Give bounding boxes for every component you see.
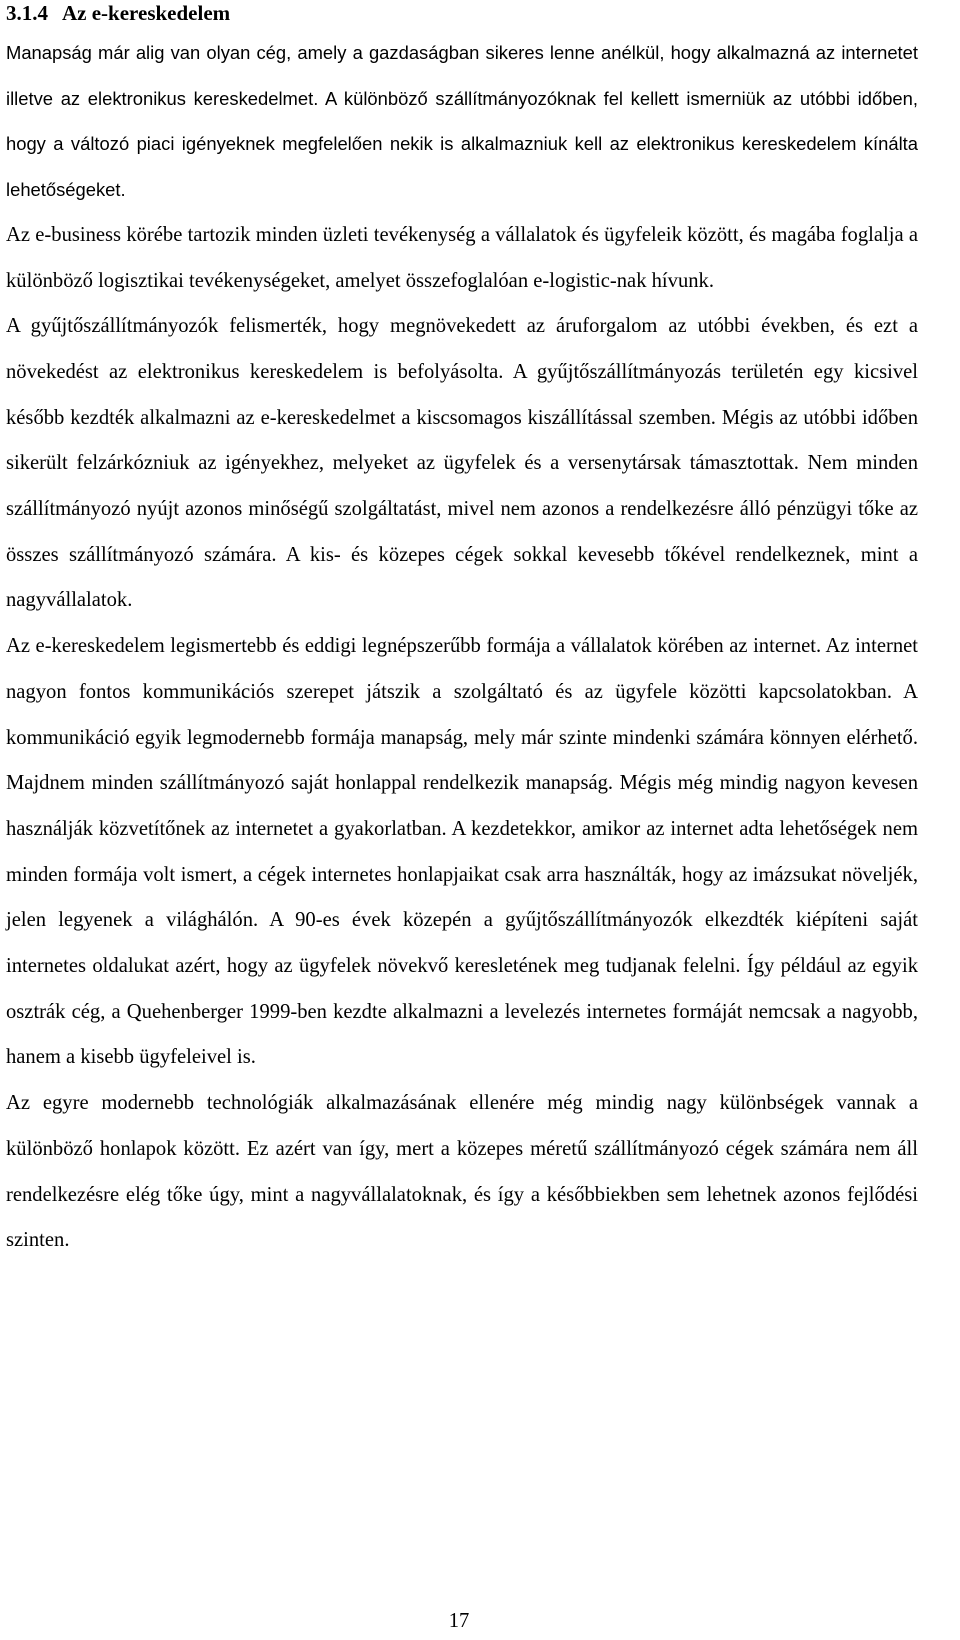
paragraph-internet: Az e-kereskedelem legismertebb és eddigi legnépszerűbb formája a vállalatok körében az internet. Az internet nagyon fontos kommunikációs szerepet játszik a szolgáltató és az ügyfele közötti kapcsolatokban. A kommunikáció egyik legmodernebb formája manapság, mely már szinte mindenki számára könnyen elérhető. Majdnem minden szállítmányozó saját honlappal rendelkezik manapság. Mégis még mindig nagyon kevesen használják közvetítőnek az internetet a gyakorlatban. A kezdetekkor, amikor az internet adta lehetőségek nem minden formája volt ismert, a cégek internetes honlapjaikat csak arra használták, hogy az imázsukat növeljék, jelen legyenek a világhálón. A 90-es évek közepén a gyűjtőszállítmányozók elkezdték kiépíteni saját internetes oldalukat azért, hogy az ügyfelek növekvő keresletének meg tudjanak felelni. Így például az egyik osztrák cég, a Quehenberger 1999-ben kezdte alkalmazni a levelezés internetes formáját nemcsak a nagyobb, hanem a kisebb ügyfeleivel is.: [6, 635, 918, 1069]
paragraph-consolidators: A gyűjtőszállítmányozók felismerték, hogy megnövekedett az áruforgalom az utóbbi években, és ezt a növekedést az elektronikus kereskedelem is befolyásolta. A gyűjtőszállítmányozás területén egy kicsivel később kezdték alkalmazni az e-kereskedelmet a kiscsomagos kiszállítással szemben. Mégis az utóbbi időben sikerült felzárkózniuk az igényekhez, melyeket az ügyfelek és a versenytársak támasztottak. Nem minden szállítmányozó nyújt azonos minőségű szolgáltatást, mivel nem azonos a rendelkezésre álló pénzügyi tőke az összes szállítmányozó számára. A kis- és közepes cégek sokkal kevesebb tőkével rendelkeznek, mint a nagyvállalatok.: [6, 315, 918, 612]
page-number: 17: [448, 1610, 470, 1632]
paragraph-websites: Az egyre modernebb technológiák alkalmazásának ellenére még mindig nagy különbségek vannak a különböző honlapok között. Ez azért van így, mert a közepes méretű szállítmányozó cégek számára nem áll rendelkezésre elég tőke úgy, mint a nagyvállalatoknak, és így a későbbiekben sem lehetnek azonos fejlődési szinten.: [6, 1092, 918, 1252]
section-number: 3.1.4: [6, 1, 48, 25]
document-page: [6, 0, 918, 1264]
paragraph-intro: Manapság már alig van olyan cég, amely a gazdaságban sikeres lenne anélkül, hogy alkalmazná az internetet illetve az elektronikus kereskedelmet. A különböző szállítmányozóknak fel kellett ismerniük az utóbbi időben, hogy a változó piaci igényeknek megfelelően nekik is alkalmazniuk kell az elektronikus kereskedelem kínálta lehetőségeket.: [6, 42, 918, 201]
section-heading: [6, 0, 918, 26]
section-title: Az e-kereskedelem: [62, 1, 231, 25]
paragraph-e-business: Az e-business körébe tartozik minden üzleti tevékenység a vállalatok és ügyfeleik között, és magába foglalja a különböző logisztikai tevékenységeket, amelyet összefoglalóan e-logistic-nak hívunk.: [6, 223, 918, 292]
